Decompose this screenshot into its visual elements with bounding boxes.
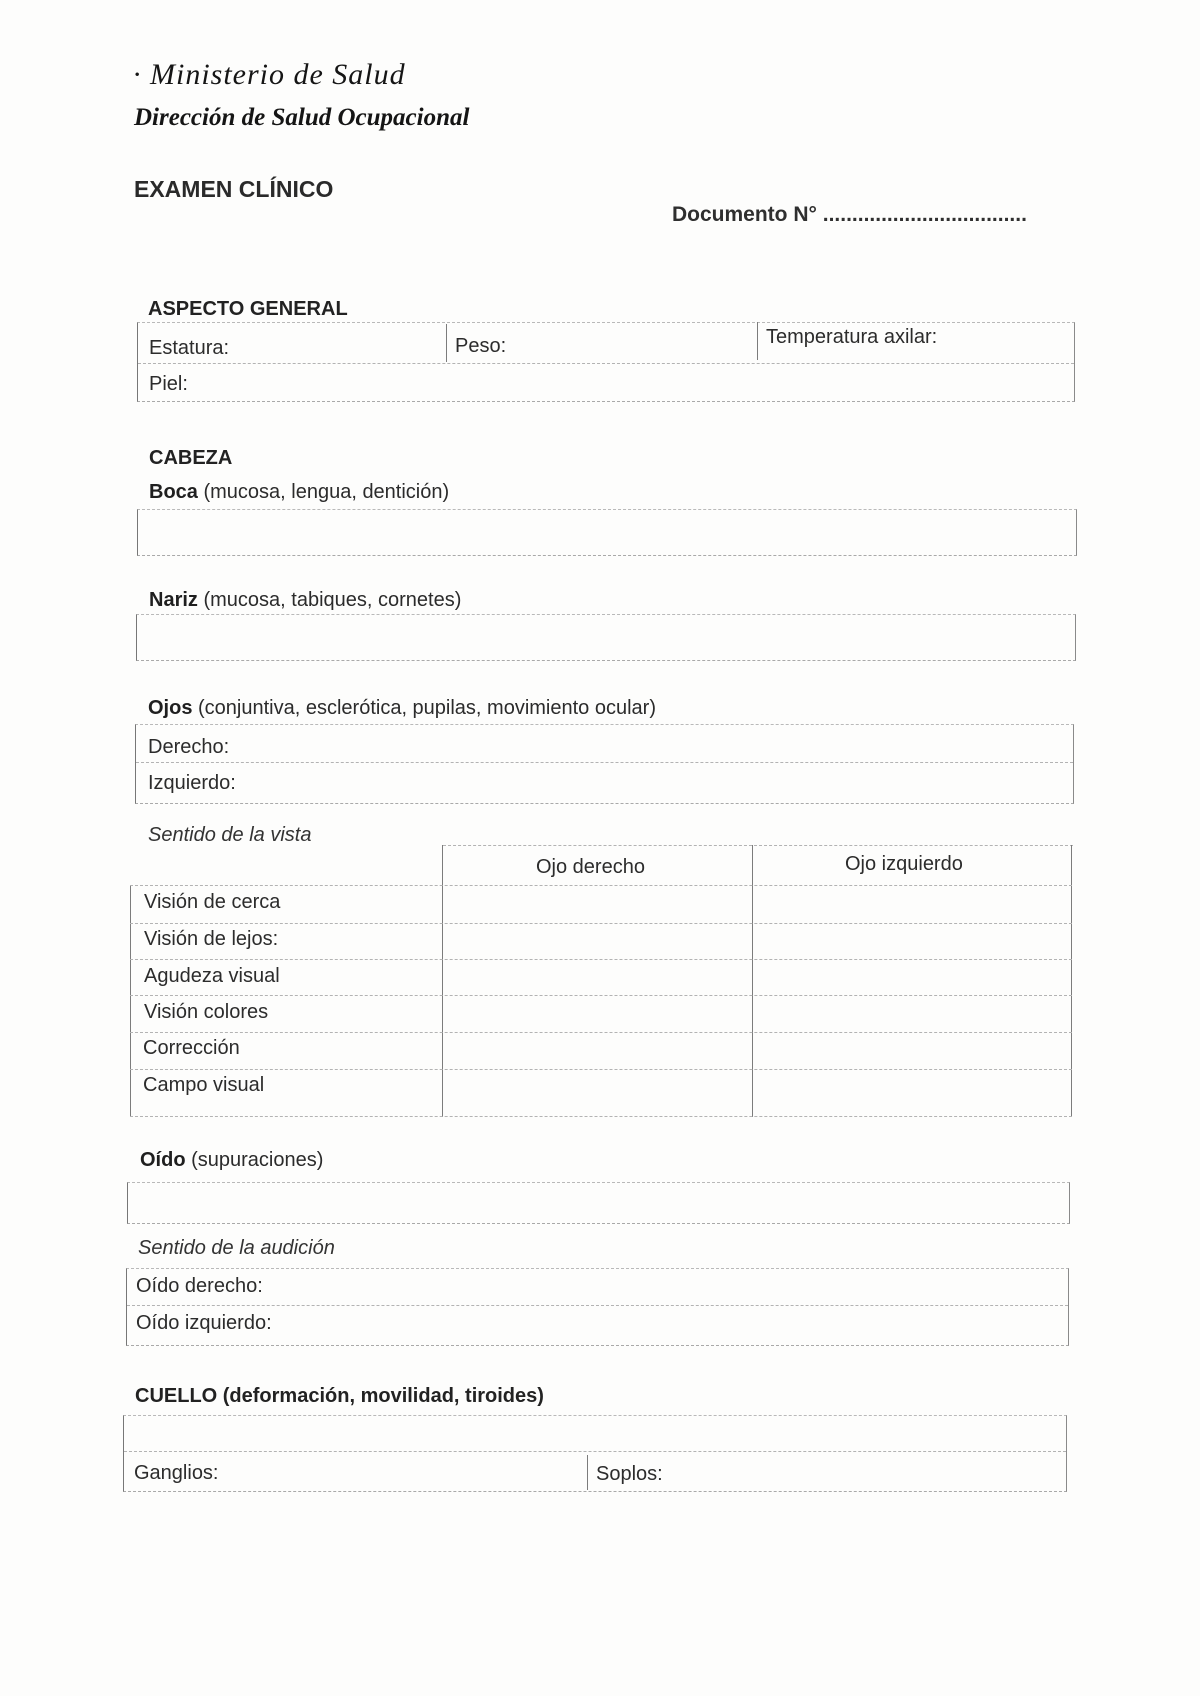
section-cabeza: CABEZA <box>149 447 233 469</box>
audicion-heading: Sentido de la audición <box>138 1237 335 1259</box>
table-border <box>130 885 131 1117</box>
field-ojo-derecho[interactable]: Derecho: <box>148 736 230 758</box>
field-estatura[interactable]: Estatura: <box>149 337 230 359</box>
table-border <box>130 959 1072 960</box>
oido-heading <box>140 1149 323 1172</box>
column-ojo-derecho: Ojo derecho <box>536 856 645 878</box>
divider <box>136 762 1073 763</box>
field-oido-izquierdo[interactable]: Oído izquierdo: <box>136 1312 272 1334</box>
nariz-heading <box>149 589 461 612</box>
nariz-label: Nariz <box>149 589 198 611</box>
divider <box>587 1455 588 1490</box>
table-border <box>130 995 1072 996</box>
boca-heading <box>149 481 449 504</box>
table-border <box>130 885 1072 886</box>
field-ojo-izquierdo[interactable]: Izquierdo: <box>148 772 236 794</box>
oido-label: Oído <box>140 1149 186 1171</box>
cuello-box[interactable] <box>123 1415 1067 1492</box>
boca-detail: (mucosa, lengua, dentición) <box>197 481 450 503</box>
field-ganglios[interactable]: Ganglios: <box>134 1462 219 1484</box>
row-label: Campo visual <box>143 1074 265 1096</box>
table-border <box>443 845 1073 846</box>
section-cuello: CUELLO (deformación, movilidad, tiroides) <box>135 1385 544 1407</box>
document-number-field[interactable]: Documento N° ................................... <box>672 203 1027 226</box>
field-peso[interactable]: Peso: <box>455 335 507 357</box>
document-title: EXAMEN CLÍNICO <box>134 176 334 202</box>
section-aspecto-general: ASPECTO GENERAL <box>148 298 348 320</box>
oido-detail: (supuraciones) <box>185 1149 324 1171</box>
row-label: Corrección <box>143 1037 240 1059</box>
field-nariz[interactable] <box>136 614 1076 661</box>
ojos-heading <box>148 697 656 720</box>
nariz-detail: (mucosa, tabiques, cornetes) <box>197 589 462 611</box>
ojos-box <box>135 724 1074 804</box>
row-label: Visión de lejos: <box>144 928 279 950</box>
table-border <box>130 1116 1072 1117</box>
ojos-detail: (conjuntiva, esclerótica, pupilas, movimiento ocular) <box>192 697 656 719</box>
divider <box>446 324 447 362</box>
table-border <box>130 1069 1072 1070</box>
divider <box>757 322 758 360</box>
direction-name: Dirección de Salud Ocupacional <box>134 104 470 131</box>
ministry-name: · Ministerio de Salud <box>133 58 406 91</box>
boca-label: Boca <box>149 481 198 503</box>
divider <box>127 1305 1068 1306</box>
field-piel[interactable]: Piel: <box>149 373 188 395</box>
vista-table <box>130 845 1073 1117</box>
divider <box>138 363 1074 364</box>
table-border <box>130 923 1072 924</box>
ojos-label: Ojos <box>148 697 193 719</box>
field-temperatura-axilar[interactable]: Temperatura axilar: <box>766 326 938 348</box>
divider <box>124 1451 1066 1452</box>
table-border <box>130 1032 1072 1033</box>
field-oido[interactable] <box>127 1182 1070 1224</box>
row-label: Agudeza visual <box>144 965 280 987</box>
field-soplos[interactable]: Soplos: <box>596 1463 663 1485</box>
field-oido-derecho[interactable]: Oído derecho: <box>136 1275 263 1297</box>
field-boca[interactable] <box>137 509 1077 556</box>
row-label: Visión colores <box>144 1001 269 1023</box>
row-label: Visión de cerca <box>144 891 281 913</box>
vista-heading: Sentido de la vista <box>148 824 312 846</box>
column-ojo-izquierdo: Ojo izquierdo <box>845 853 963 875</box>
